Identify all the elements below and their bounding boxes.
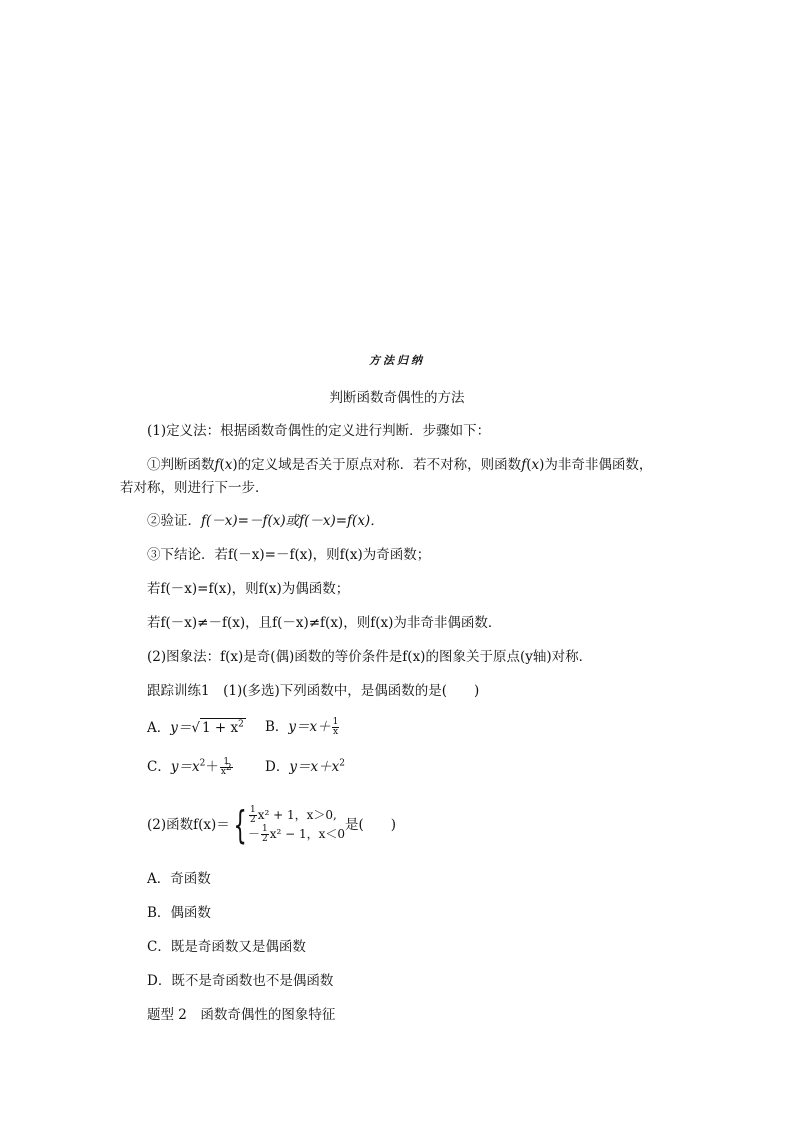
brace-symbol: { bbox=[233, 802, 247, 847]
fraction: $\frac{1}{x}$ bbox=[332, 717, 339, 737]
paragraph-step1-cont: 若对称，则进行下一步． bbox=[120, 480, 269, 496]
subtitle: 判断函数奇偶性的方法 bbox=[329, 390, 465, 406]
answer-c: C．既是奇函数又是偶函数 bbox=[147, 939, 306, 955]
option-c: C．$y=x^2+$ $\frac{1}{x^2}$ bbox=[147, 757, 232, 777]
option-b: B．y＝x＋ $\frac{1}{x}$ bbox=[265, 717, 339, 737]
paragraph-step3: ③下结论．若f(－x)=－f(x)，则f(x)为奇函数； bbox=[147, 547, 431, 563]
section-title: 方法归纳 bbox=[369, 354, 425, 367]
option-d: D．$y=x+x^2$ bbox=[265, 758, 345, 775]
question-2: (2)函数f(x)＝ { $\frac{1}{2}$ x² + 1，x＞0, － $\frac{1}{2}$ x² − 1，x＜0 是( ) bbox=[147, 802, 397, 847]
paragraph-neither-case: 若f(－x)≠－f(x)，且f(－x)≠f(x)，则f(x)为非奇非偶函数． bbox=[147, 615, 502, 631]
answer-a: A．奇函数 bbox=[147, 871, 211, 887]
option-a: A．y＝√ $1 + x^2$ bbox=[147, 719, 244, 736]
answer-b: B．偶函数 bbox=[147, 905, 211, 921]
piecewise-cases: $\frac{1}{2}$ x² + 1，x＞0, － $\frac{1}{2}$ x² − 1，x＜0 bbox=[247, 804, 346, 844]
fraction: $\frac{1}{x^2}$ bbox=[220, 757, 232, 777]
paragraph-step2: ②验证．f(－x)=－f(x)或f(－x)=f(x)． bbox=[147, 513, 384, 529]
paragraph-even-case: 若f(－x)=f(x)，则f(x)为偶函数； bbox=[147, 581, 350, 597]
next-section-title: 题型 2 函数奇偶性的图象特征 bbox=[147, 1007, 336, 1023]
sqrt-expression: √ $1 + x^2$ bbox=[191, 719, 244, 736]
paragraph-graph-method: (2)图象法：f(x)是奇(偶)函数的等价条件是f(x)的图象关于原点(y轴)对称． bbox=[147, 649, 593, 665]
paragraph-definition-method: (1)定义法：根据函数奇偶性的定义进行判断．步骤如下： bbox=[147, 423, 491, 439]
answer-d: D．既不是奇函数也不是偶函数 bbox=[147, 973, 334, 989]
paragraph-step1: ①判断函数f(x)的定义域是否关于原点对称．若不对称，则函数f(x)为非奇非偶函数， bbox=[147, 457, 653, 473]
question-1: 跟踪训练1 (1)(多选)下列函数中，是偶函数的是( ) bbox=[147, 683, 480, 699]
